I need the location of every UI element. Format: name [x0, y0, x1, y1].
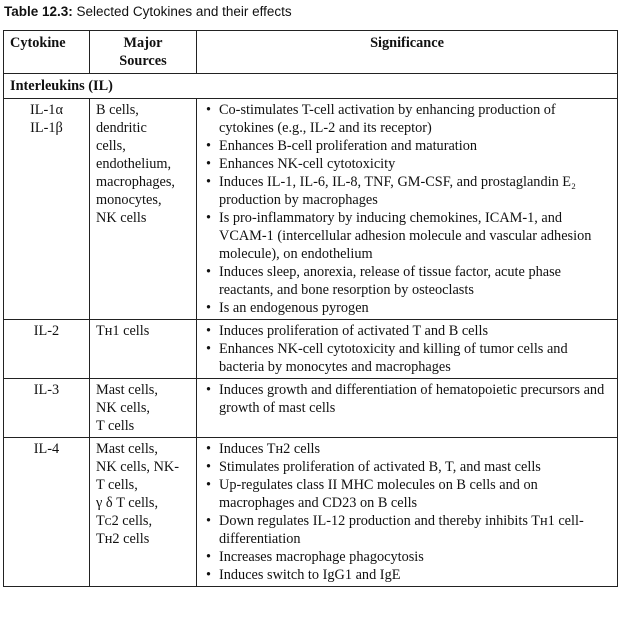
effect-item: • Up-regulates class II MHC molecules on B cells and on macrophages and CD23 on B cells	[203, 476, 611, 512]
header-row	[4, 31, 618, 74]
source-line: Tʜ2 cells	[96, 531, 150, 547]
effect-item: • Enhances B-cell proliferation and maturation	[203, 137, 611, 155]
effects-list	[203, 322, 611, 376]
effect-item: • Co-stimulates T-cell activation by enhancing production of cytokines (e.g., IL-2 and its receptor)	[203, 101, 611, 137]
cytokine-cell	[4, 379, 90, 438]
table-row	[4, 379, 618, 438]
effect-item: • Is an endogenous pyrogen	[203, 299, 611, 317]
source-line: B cells,	[96, 102, 139, 118]
sources-cell	[90, 99, 197, 320]
effect-item: • Induces sleep, anorexia, release of tissue factor, acute phase reactants, and bone resorption by osteoclasts	[203, 263, 611, 299]
table-row	[4, 99, 618, 320]
source-line: dendritic	[96, 120, 147, 136]
source-line: NK cells	[96, 210, 147, 226]
source-line: T cells	[96, 418, 135, 434]
table-row	[4, 438, 618, 587]
effect-item: • Stimulates proliferation of activated B, T, and mast cells	[203, 458, 611, 476]
caption-text: Selected Cytokines and their effects	[72, 4, 292, 19]
effects-list	[203, 101, 611, 317]
section-interleukins: Interleukins (IL)	[4, 74, 618, 99]
effect-item: • Induces Tʜ2 cells	[203, 440, 611, 458]
cytokine-cell	[4, 99, 90, 320]
cytokine-cell	[4, 438, 90, 587]
cytokine-cell	[4, 320, 90, 379]
significance-cell	[197, 99, 618, 320]
effect-item: • Enhances NK-cell cytotoxicity	[203, 155, 611, 173]
table-caption	[4, 4, 292, 19]
significance-cell	[197, 379, 618, 438]
header-cytokine: Cytokine	[4, 31, 90, 74]
significance-cell	[197, 438, 618, 587]
effects-list	[203, 440, 611, 584]
cytokine-name: IL-1α	[30, 102, 63, 118]
source-line: macrophages,	[96, 174, 175, 190]
header-major-sources	[90, 31, 197, 74]
section-row	[4, 74, 618, 99]
significance-cell	[197, 320, 618, 379]
cytokine-name: IL-3	[33, 382, 60, 398]
caption-label: Table 12.3:	[4, 4, 73, 19]
source-line: endothelium,	[96, 156, 172, 172]
effect-item: • Induces switch to IgG1 and IgE	[203, 566, 611, 584]
cytokine-table	[3, 30, 618, 587]
table-row	[4, 320, 618, 379]
cytokine-name: IL-1β	[30, 120, 63, 136]
source-line: Tᴄ2 cells,	[96, 513, 153, 529]
header-sources-line1: Major	[123, 35, 163, 51]
source-line: cells,	[96, 138, 126, 154]
source-line: γ δ T cells,	[96, 495, 159, 511]
table-body	[4, 74, 618, 587]
source-line: NK cells, NK-	[96, 459, 179, 475]
cytokine-name: IL-4	[33, 441, 60, 457]
header-significance: Significance	[197, 31, 618, 74]
header-sources-line2: Sources	[119, 53, 167, 69]
effects-list	[203, 381, 611, 417]
effect-item: • Down regulates IL-12 production and thereby inhibits Tʜ1 cell-differentiation	[203, 512, 611, 548]
sources-cell	[90, 438, 197, 587]
effect-item: • Increases macrophage phagocytosis	[203, 548, 611, 566]
sources-cell	[90, 379, 197, 438]
source-line: monocytes,	[96, 192, 162, 208]
effect-item: • Induces proliferation of activated T and B cells	[203, 322, 611, 340]
effect-item: • Enhances NK-cell cytotoxicity and killing of tumor cells and bacteria by monocytes and macrophages	[203, 340, 611, 376]
source-line: Tʜ1 cells	[96, 323, 150, 339]
cytokine-name: IL-2	[33, 323, 60, 339]
source-line: Mast cells,	[96, 382, 158, 398]
source-line: T cells,	[96, 477, 138, 493]
effect-item: • Induces IL-1, IL-6, IL-8, TNF, GM-CSF, and prostaglandin E₂ production by macrophages	[203, 173, 611, 209]
source-line: Mast cells,	[96, 441, 158, 457]
effect-item: • Is pro-inflammatory by inducing chemokines, ICAM-1, and VCAM-1 (intercellular adhesion molecule and vascular adhesion molecule), on endothelium	[203, 209, 611, 263]
sources-cell	[90, 320, 197, 379]
source-line: NK cells,	[96, 400, 150, 416]
effect-item: • Induces growth and differentiation of hematopoietic precursors and growth of mast cells	[203, 381, 611, 417]
